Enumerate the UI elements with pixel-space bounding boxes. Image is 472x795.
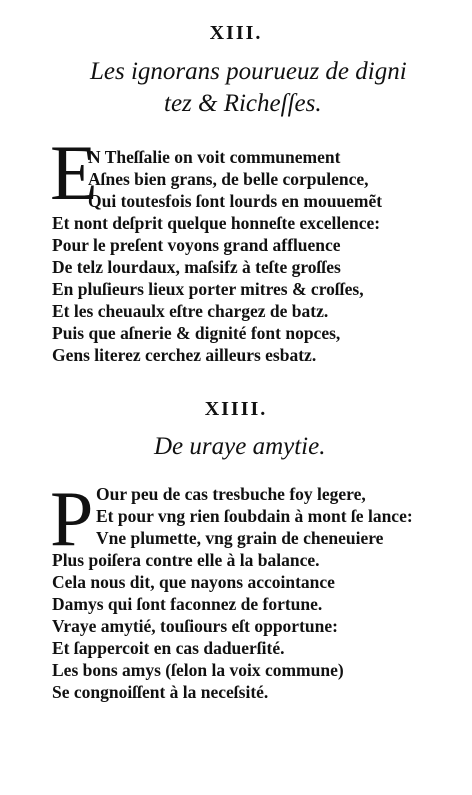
verse-line: Cela nous dit, que nayons accointance	[52, 572, 335, 592]
poem-title-13-line1: Les ignorans pourueuz de digni	[90, 58, 407, 85]
verse-line: Et les cheuaulx eſtre chargez de batz.	[52, 301, 329, 321]
verse-line: En pluſieurs lieux porter mitres & croſſes,	[52, 279, 364, 299]
poem-number-13: XIII.	[209, 22, 263, 44]
verse-line: Damys qui ſont faconnez de fortune.	[52, 594, 323, 614]
verse-line: Our peu de cas tresbuche foy legere,	[96, 484, 366, 504]
poem-13-body	[52, 146, 382, 366]
verse-line: Gens literez cerchez ailleurs esbatz.	[52, 345, 317, 365]
verse-line: Aſnes bien grans, de belle corpulence,	[88, 169, 369, 189]
drop-cap-e: E	[50, 129, 98, 216]
verse-line: Plus poiſera contre elle à la balance.	[52, 550, 320, 570]
verse-line: Et pour vng rien ſoubdain à mont ſe lance:	[96, 506, 413, 526]
verse-line: Qui toutesfois ſont lourds en mouuemẽt	[88, 191, 383, 211]
verse-line: Pour le preſent voyons grand affluence	[52, 235, 341, 255]
verse-line: Et nont deſprit quelque honneſte excellence:	[52, 213, 381, 233]
verse-line: Vraye amytié, touſiours eſt opportune:	[52, 616, 338, 636]
verse-line: Les bons amys (ſelon la voix commune)	[52, 660, 344, 680]
verse-line: Et ſappercoit en cas daduerſité.	[52, 638, 285, 658]
verse-line: Se congnoiſſent à la neceſsité.	[52, 682, 269, 702]
poem-title-14: De uraye amytie.	[154, 433, 326, 460]
verse-line: N Theſſalie on voit communement	[88, 147, 341, 167]
verse-line: De telz lourdaux, maſsifz à teſte groſſes	[52, 257, 341, 277]
poem-title-13-line2: tez & Richeſſes.	[164, 90, 322, 117]
drop-cap-p: P	[50, 475, 94, 562]
verse-line: Vne plumette, vng grain de cheneuiere	[96, 528, 384, 548]
poem-14-body	[52, 483, 413, 703]
verse-line: Puis que aſnerie & dignité font nopces,	[52, 323, 341, 343]
poem-number-14: XIIII.	[204, 398, 268, 420]
